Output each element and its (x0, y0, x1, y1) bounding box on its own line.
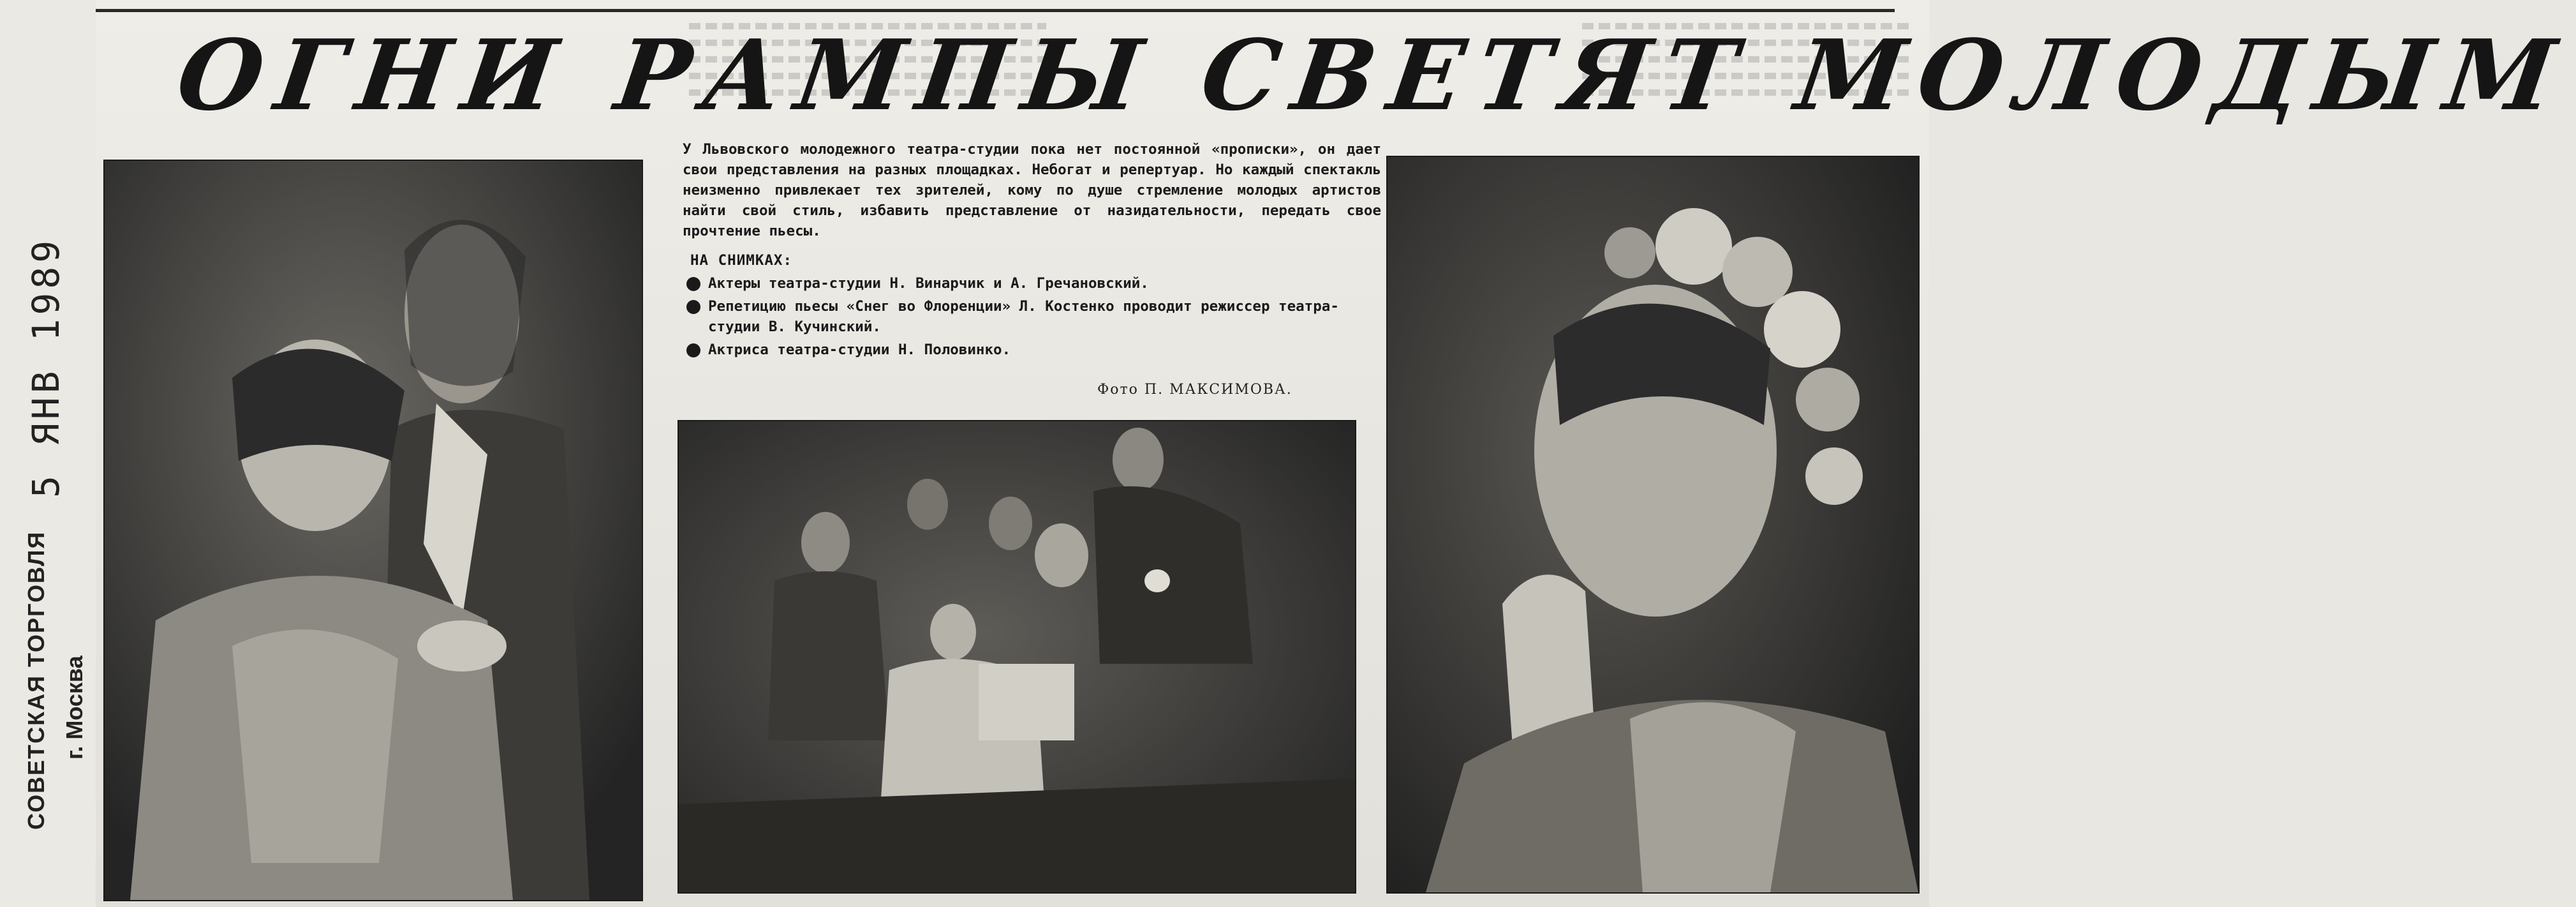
caption-item (683, 273, 1381, 294)
bullet-icon (686, 277, 700, 291)
archive-date-stamp: 5 ЯНВ 1989 (24, 236, 68, 498)
city-stamp: г. Москва (61, 656, 87, 760)
article-lead: У Львовского молодежного театра-студии пока нет постоянной «прописки», он дает свои представления на разных площадках. Небогат и репертуар. Но каждый спектакль неизменно привлекает тех зрителей, кому по душе стремление молодых артистов найти свой стиль, избавить представление от назидательности, передать свое прочтение пьесы. (683, 141, 1381, 239)
top-rule (96, 9, 1895, 12)
caption-text: Актриса театра-студии Н. Половинко. (708, 341, 1011, 358)
bullet-icon (686, 343, 700, 357)
photo-rehearsal-image (679, 421, 1355, 892)
photo-actress-portrait-image (1388, 157, 1918, 892)
captions-heading: НА СНИМКАХ: (690, 252, 793, 269)
bullet-icon (686, 300, 700, 314)
caption-text: Репетицию пьесы «Снег во Флоренции» Л. Костенко проводит режиссер театра-студии В. Кучинский. (708, 298, 1339, 335)
headline: ОГНИ РАМПЫ СВЕТЯТ МОЛОДЫМ (170, 18, 2576, 132)
newspaper-name-stamp: СОВЕТСКАЯ ТОРГОВЛЯ (23, 530, 49, 830)
photo-actress-portrait (1386, 156, 1920, 894)
article-body (683, 139, 1381, 363)
caption-text: Актеры театра-студии Н. Винарчик и А. Гречановский. (708, 275, 1149, 292)
archive-stamp-strip (0, 0, 96, 907)
photo-actors-pair (103, 160, 643, 901)
captions-list (683, 273, 1381, 360)
photo-credit: Фото П. МАКСИМОВА. (1097, 382, 1292, 398)
caption-item (683, 296, 1381, 337)
photo-actors-pair-image (105, 161, 642, 900)
caption-item (683, 340, 1381, 360)
photo-rehearsal (677, 420, 1356, 894)
